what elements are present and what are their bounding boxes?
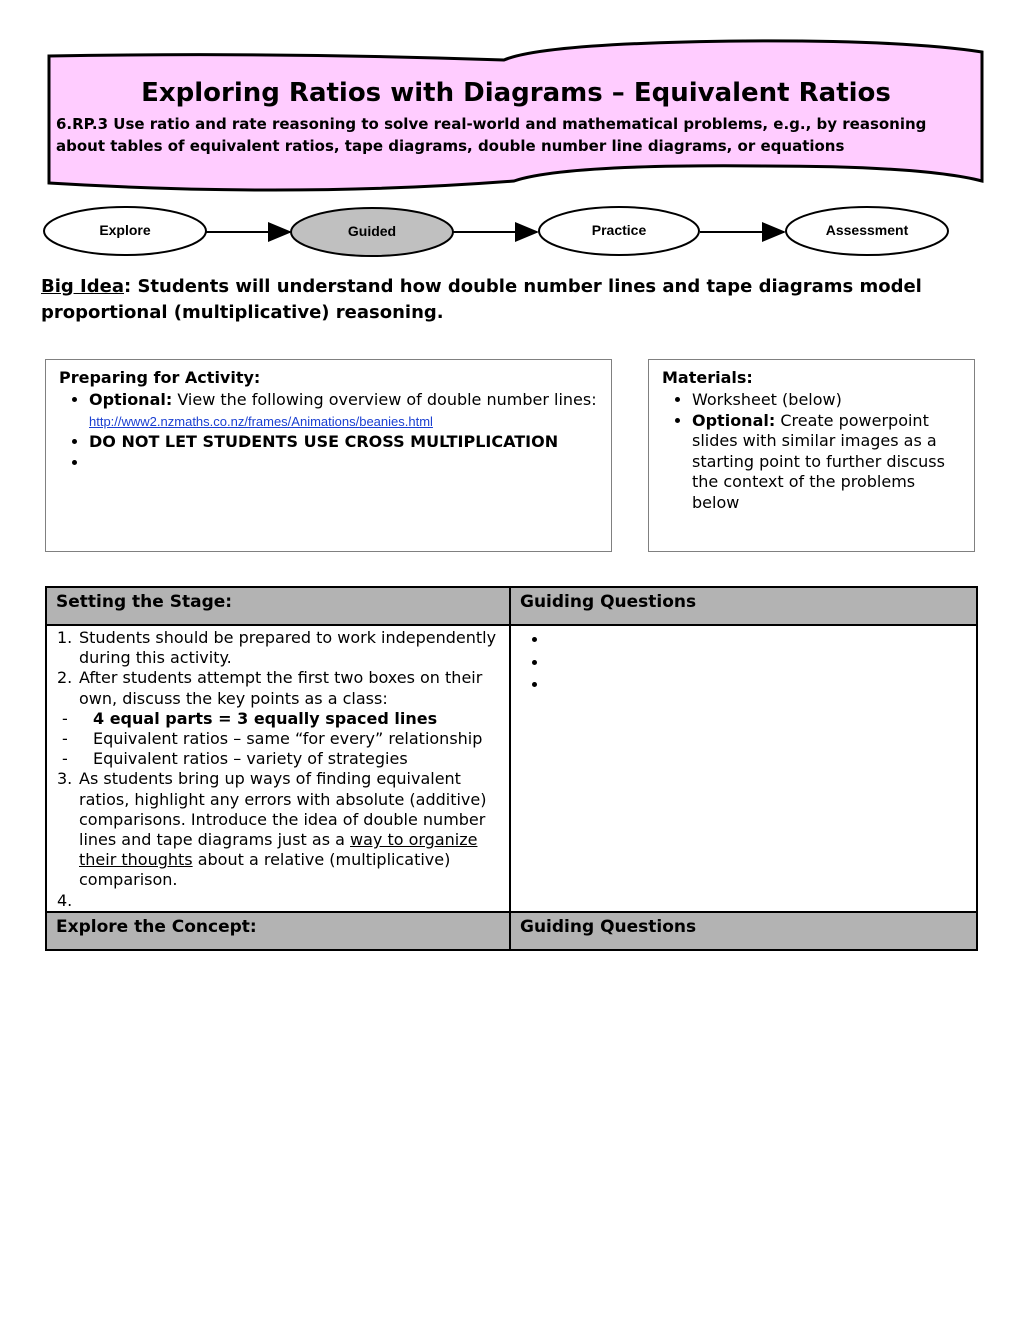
- key-point-2: - Equivalent ratios – same “for every” relationship: [62, 729, 483, 749]
- guiding-question: [549, 652, 976, 675]
- preparing-item-1-bold: Optional:: [89, 390, 173, 409]
- materials-item-2: • Optional: Create powerpoint slides with similar images as a starting point to further discuss the context of the problems below: [692, 411, 964, 514]
- beanies-link[interactable]: http://www2.nzmaths.co.nz/frames/Animations/beanies.html: [89, 413, 433, 429]
- key-point-1: - 4 equal parts = 3 equally spaced lines: [62, 708, 438, 728]
- guiding-questions-cell: [510, 625, 977, 912]
- preparing-title: Preparing for Activity:: [59, 368, 261, 387]
- title-banner: [44, 38, 988, 198]
- step-2: 2. After students attempt the first two boxes on their own, discuss the key points as a class:: [57, 668, 483, 708]
- materials-item-1: • Worksheet (below): [692, 390, 964, 411]
- guiding-question: [549, 674, 976, 697]
- step-guided: Guided: [347, 223, 397, 239]
- preparing-item-1: [89, 390, 611, 432]
- setting-stage-header: Setting the Stage:: [46, 587, 510, 625]
- key-point-3: - Equivalent ratios – variety of strategies: [62, 749, 408, 769]
- big-idea-text: : Students will understand how double number lines and tape diagrams model proportional (multiplicative) reasoning.: [41, 276, 922, 323]
- preparing-list: [59, 390, 611, 473]
- step-practice: Practice: [591, 222, 647, 238]
- materials-title: Materials:: [662, 368, 753, 387]
- page-title: Exploring Ratios with Diagrams – Equivalent Ratios: [141, 78, 891, 108]
- preparing-item-1-text: View the following overview of double number lines:: [172, 390, 597, 409]
- preparing-item-2: • DO NOT LET STUDENTS USE CROSS MULTIPLICATION: [89, 432, 611, 453]
- guiding-questions-header: Guiding Questions: [510, 587, 977, 625]
- step-4: 4.: [57, 890, 73, 910]
- big-idea: [41, 274, 981, 326]
- preparing-box: [45, 359, 612, 552]
- setting-stage-table: [45, 586, 978, 951]
- setting-stage-steps: [46, 625, 510, 912]
- standard-text: 6.RP.3 Use ratio and rate reasoning to solve real-world and mathematical problems, e.g., by reasoning about tables of equivalent ratios, tape diagrams, double number line diagrams, or equations: [56, 115, 927, 155]
- guiding-questions-header-2: Guiding Questions: [510, 912, 977, 950]
- materials-list: [662, 390, 974, 513]
- step-3: 3. As students bring up ways of finding equivalent ratios, highlight any errors with absolute (additive) comparisons. Introduce the idea of double number lines and tape diagrams just as a way to organize their thoughts about a relative (multiplicative) comparison.: [57, 769, 487, 890]
- preparing-item-3: [89, 453, 611, 474]
- guiding-questions-list: [511, 629, 976, 697]
- lesson-flow: [0, 200, 1020, 264]
- explore-concept-header: Explore the Concept:: [46, 912, 510, 950]
- big-idea-label: Big Idea: [41, 276, 124, 297]
- step-assessment: Assessment: [825, 222, 909, 238]
- step-1: 1. Students should be prepared to work independently during this activity.: [57, 628, 497, 668]
- guiding-question: [549, 629, 976, 652]
- step-explore: Explore: [99, 222, 151, 238]
- materials-box: [648, 359, 975, 552]
